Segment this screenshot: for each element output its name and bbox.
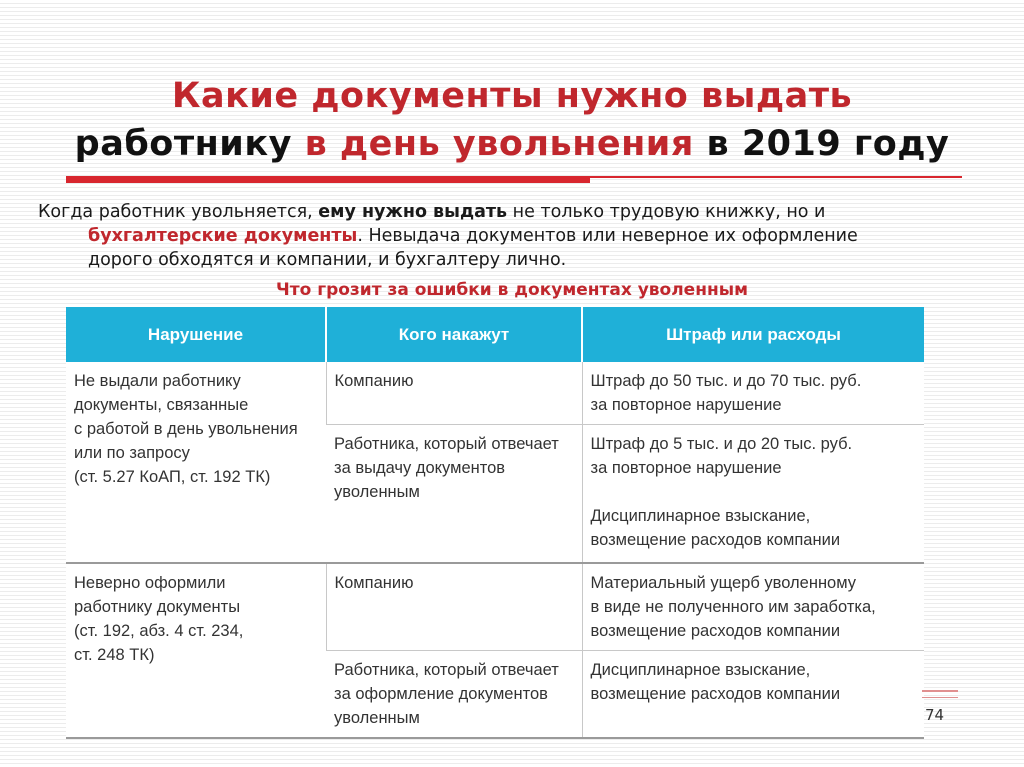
intro-line-3: дорого обходятся и компании, и бухгалтеру лично. — [88, 250, 567, 270]
slide-title-line1: Какие документы нужно выдать — [171, 76, 853, 116]
penalty-cell: Штраф до 50 тыс. и до 70 тыс. руб. за повторное нарушение — [582, 362, 924, 425]
penalties-table — [66, 307, 924, 739]
intro-line-2 — [38, 224, 978, 248]
title-underline-thin — [590, 176, 962, 178]
page-number: 74 — [925, 706, 945, 724]
who-cell: Работника, который отвечает за выдачу документов уволенным — [326, 425, 582, 563]
title-underline-thick — [66, 176, 590, 183]
title-part-3: в 2019 году — [693, 124, 950, 164]
violation-cell: Неверно оформили работнику документы (ст. 192, абз. 4 ст. 234, ст. 248 ТК) — [66, 563, 326, 738]
intro-text: . Невыдача документов или неверное их оформление — [357, 226, 858, 246]
penalty-cell: Материальный ущерб уволенному в виде не полученного им заработка, возмещение расходов компании — [582, 563, 924, 651]
intro-highlight: бухгалтерские документы — [88, 226, 358, 246]
intro-line-1 — [38, 200, 978, 224]
penalty-cell: Штраф до 5 тыс. и до 20 тыс. руб. за повторное нарушение Дисциплинарное взыскание, возмещение расходов компании — [582, 425, 924, 563]
intro-text: не только трудовую книжку, но и — [507, 202, 826, 222]
table-header-row — [66, 307, 924, 362]
table-caption: Что грозит за ошибки в документах уволенным — [276, 280, 748, 300]
intro-bold: ему нужно выдать — [318, 202, 508, 222]
header-who: Кого накажут — [326, 307, 582, 362]
page-number-rule — [922, 690, 958, 692]
title-part-2: в день увольнения — [304, 124, 694, 164]
penalty-cell: Дисциплинарное взыскание, возмещение расходов компании — [582, 650, 924, 738]
title-part-1: работнику — [74, 124, 305, 164]
violation-cell: Не выдали работнику документы, связанные с работой в день увольнения или по запросу (ст. 5.27 КоАП, ст. 192 ТК) — [66, 362, 326, 563]
who-cell: Работника, который отвечает за оформление документов уволенным — [326, 650, 582, 738]
table-row — [66, 362, 924, 425]
who-cell: Компанию — [326, 362, 582, 425]
header-violation: Нарушение — [66, 307, 326, 362]
intro-text: Когда работник увольняется, — [38, 202, 319, 222]
header-penalty: Штраф или расходы — [582, 307, 924, 362]
table-row — [66, 563, 924, 651]
who-cell: Компанию — [326, 563, 582, 651]
intro-paragraph — [38, 200, 978, 272]
slide-title-line2 — [0, 124, 1024, 164]
page-number-rule — [922, 697, 958, 698]
